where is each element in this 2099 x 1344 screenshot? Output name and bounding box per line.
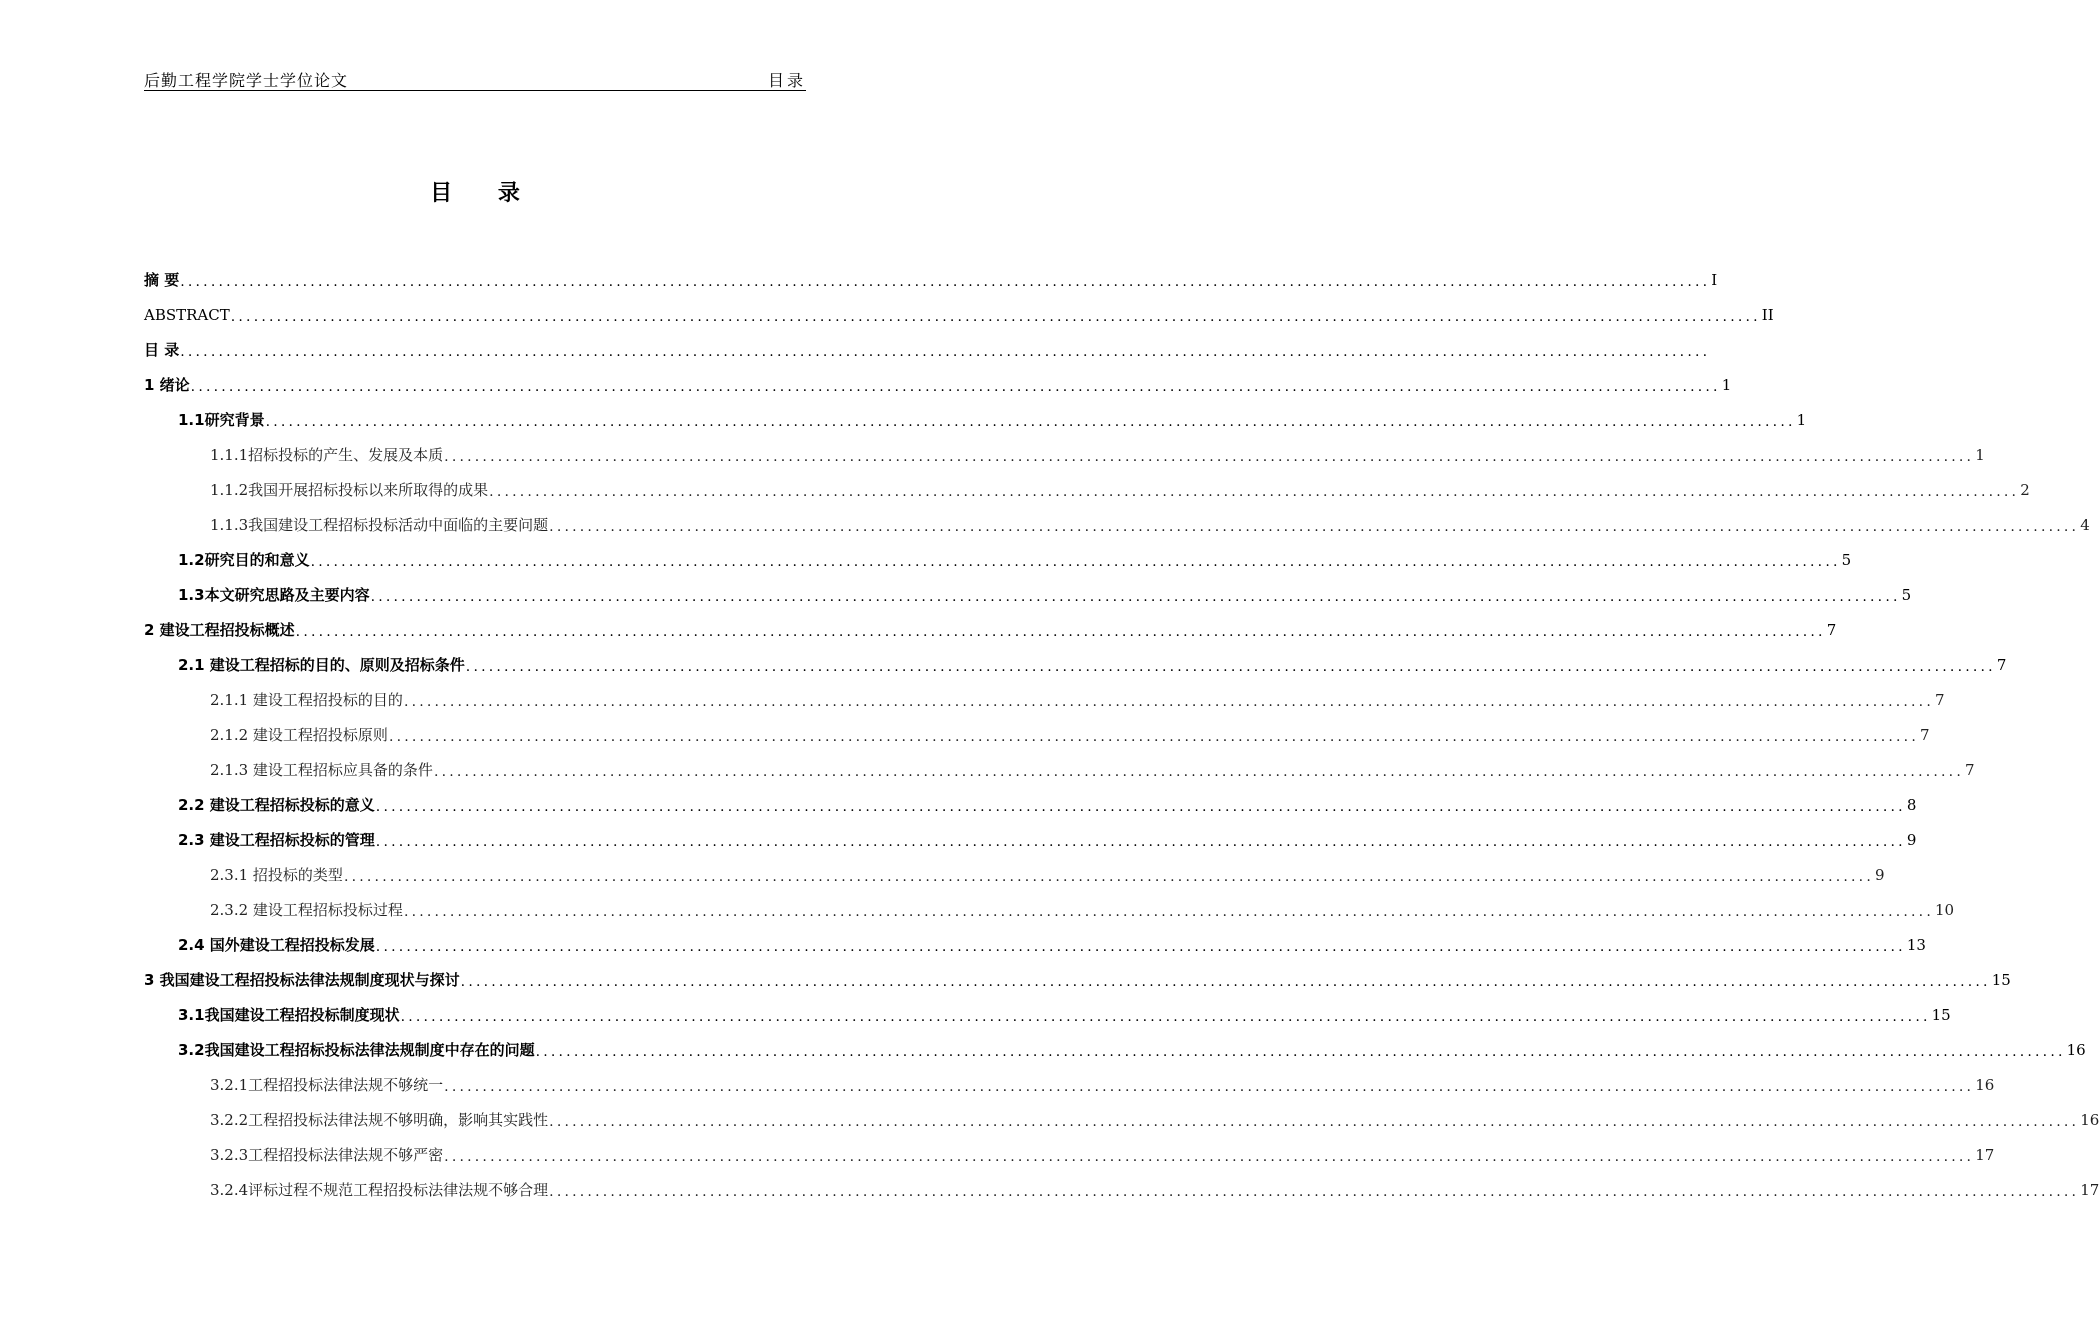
toc-entry-label: 3 我国建设工程招投标法律法规制度现状与探讨 — [144, 971, 460, 989]
toc-entry-label: 2.3 建设工程招标投标的管理 — [178, 831, 375, 849]
toc-entry[interactable] — [144, 472, 2030, 507]
toc-dot-leader: ........................................................................................................................................................................................................ — [375, 938, 1906, 955]
toc-entry[interactable] — [144, 682, 1945, 717]
toc-entry[interactable] — [144, 542, 1852, 577]
toc-entry[interactable] — [144, 402, 1807, 437]
toc-dot-leader: ........................................................................................................................................................................................................ — [180, 343, 1711, 360]
toc-entry[interactable] — [144, 787, 1917, 822]
toc-dot-leader: ........................................................................................................................................................................................................ — [403, 903, 1934, 920]
toc-entry[interactable] — [144, 927, 1926, 962]
toc-entry[interactable] — [144, 1137, 1995, 1172]
toc-entry[interactable] — [144, 822, 1917, 857]
toc-entry-page: 1 — [1796, 410, 1807, 429]
toc-entry-page: II — [1761, 305, 1774, 324]
toc-dot-leader: ........................................................................................................................................................................................................ — [433, 763, 1964, 780]
toc-entry-page: 16 — [2080, 1110, 2099, 1129]
toc-entry[interactable] — [144, 1102, 2099, 1137]
toc-entry[interactable] — [144, 717, 1930, 752]
toc-dot-leader: ........................................................................................................................................................................................................ — [444, 448, 1975, 465]
toc-entry-label: 2.1.3 建设工程招标应具备的条件 — [210, 761, 433, 779]
toc-entry-label: 目 录 — [144, 341, 180, 359]
toc-entry-label: 3.2.2工程招投标法律法规不够明确，影响其实践性 — [210, 1111, 549, 1129]
toc-dot-leader: ........................................................................................................................................................................................................ — [343, 868, 1874, 885]
toc-dot-leader: ........................................................................................................................................................................................................ — [375, 798, 1906, 815]
toc-entry-page: 1 — [1721, 375, 1732, 394]
toc-entry-page: I — [1711, 270, 1718, 289]
toc-entry-label: 1 绪论 — [144, 376, 190, 394]
toc-dot-leader: ........................................................................................................................................................................................................ — [190, 378, 1721, 395]
toc-entry[interactable] — [144, 332, 1711, 367]
toc-dot-leader: ........................................................................................................................................................................................................ — [310, 553, 1841, 570]
toc-entry-page: 2 — [2020, 480, 2030, 499]
toc-dot-leader: ........................................................................................................................................................................................................ — [400, 1008, 1931, 1025]
toc-dot-leader: ........................................................................................................................................................................................................ — [265, 413, 1796, 430]
toc-entry-page: 9 — [1906, 830, 1917, 849]
toc-entry-page: 7 — [1996, 655, 2007, 674]
toc-dot-leader: ........................................................................................................................................................................................................ — [444, 1148, 1975, 1165]
toc-entry-page: 17 — [1975, 1145, 1995, 1164]
toc-entry-page: 9 — [1874, 865, 1885, 884]
toc-dot-leader: ........................................................................................................................................................................................................ — [180, 273, 1711, 290]
toc-entry[interactable] — [144, 647, 2007, 682]
toc-entry-label: 2.3.1 招投标的类型 — [210, 866, 343, 884]
toc-entry-page: 16 — [2066, 1040, 2086, 1059]
toc-entry-label: 2.2 建设工程招标投标的意义 — [178, 796, 375, 814]
toc-entry-page: 15 — [1931, 1005, 1951, 1024]
toc-entry-page: 10 — [1934, 900, 1955, 919]
toc-dot-leader: ........................................................................................................................................................................................................ — [370, 588, 1901, 605]
toc-entry[interactable] — [144, 577, 1912, 612]
toc-dot-leader: ........................................................................................................................................................................................................ — [549, 1113, 2080, 1130]
toc-entry-page: 1 — [1975, 445, 1985, 464]
header-section-name: 目录 — [767, 71, 806, 90]
toc-entry[interactable] — [144, 297, 1774, 332]
toc-dot-leader: ........................................................................................................................................................................................................ — [444, 1078, 1975, 1095]
toc-dot-leader: ........................................................................................................................................................................................................ — [549, 1183, 2080, 1200]
toc-entry-page: 7 — [1919, 725, 1930, 744]
toc-entry-label: ABSTRACT — [144, 305, 230, 324]
toc-dot-leader: ........................................................................................................................................................................................................ — [230, 308, 1761, 325]
toc-entry-label: 3.2.1工程招投标法律法规不够统一 — [210, 1076, 444, 1094]
toc-entry-label: 2.1.2 建设工程招投标原则 — [210, 726, 388, 744]
toc-dot-leader: ........................................................................................................................................................................................................ — [465, 658, 1996, 675]
toc-entry[interactable] — [144, 962, 2011, 997]
toc-entry[interactable] — [144, 997, 1951, 1032]
toc-dot-leader: ........................................................................................................................................................................................................ — [489, 483, 2020, 500]
toc-entry[interactable] — [144, 1067, 1995, 1102]
toc-dot-leader: ........................................................................................................................................................................................................ — [375, 833, 1906, 850]
toc-entry[interactable] — [144, 612, 1837, 647]
toc-entry-label: 1.1.3我国建设工程招标投标活动中面临的主要问题 — [210, 516, 549, 534]
toc-dot-leader: ........................................................................................................................................................................................................ — [388, 728, 1919, 745]
toc-entry-label: 1.1.1招标投标的产生、发展及本质 — [210, 446, 444, 464]
toc-entry-label: 2 建设工程招投标概述 — [144, 621, 295, 639]
toc-entry-page: 7 — [1934, 690, 1945, 709]
toc-dot-leader: ........................................................................................................................................................................................................ — [403, 693, 1934, 710]
toc-entry[interactable] — [144, 437, 1985, 472]
toc-entry-label: 2.3.2 建设工程招标投标过程 — [210, 901, 403, 919]
header-thesis-title: 后勤工程学院学士学位论文 — [144, 71, 349, 90]
toc-entry[interactable] — [144, 262, 1718, 297]
toc-dot-leader: ........................................................................................................................................................................................................ — [460, 973, 1991, 990]
toc-entry[interactable] — [144, 752, 1975, 787]
table-of-contents — [144, 262, 2099, 1207]
toc-entry-label: 3.2我国建设工程招标投标法律法规制度中存在的问题 — [178, 1041, 535, 1059]
toc-entry-page: 8 — [1906, 795, 1917, 814]
toc-entry-label: 3.2.3工程招投标法律法规不够严密 — [210, 1146, 444, 1164]
toc-entry-page: 5 — [1901, 585, 1912, 604]
page-title: 目 录 — [430, 181, 520, 206]
toc-entry[interactable] — [144, 367, 1732, 402]
toc-entry-label: 1.1研究背景 — [178, 411, 265, 429]
toc-entry-label: 2.4 国外建设工程招投标发展 — [178, 936, 375, 954]
toc-entry-page: 4 — [2080, 515, 2090, 534]
toc-entry-page: 16 — [1975, 1075, 1995, 1094]
toc-dot-leader: ........................................................................................................................................................................................................ — [549, 518, 2080, 535]
toc-entry-label: 3.2.4评标过程不规范工程招投标法律法规不够合理 — [210, 1181, 549, 1199]
toc-entry-label: 3.1我国建设工程招投标制度现状 — [178, 1006, 400, 1024]
toc-entry-page: 7 — [1826, 620, 1837, 639]
toc-entry[interactable] — [144, 507, 2090, 542]
toc-entry[interactable] — [144, 892, 1955, 927]
toc-entry-label: 摘 要 — [144, 271, 180, 289]
toc-entry-label: 1.2研究目的和意义 — [178, 551, 310, 569]
toc-entry-page: 5 — [1841, 550, 1852, 569]
toc-dot-leader: ........................................................................................................................................................................................................ — [295, 623, 1826, 640]
toc-entry[interactable] — [144, 1032, 2086, 1067]
toc-entry-page: 17 — [2080, 1180, 2099, 1199]
toc-entry-label: 1.3本文研究思路及主要内容 — [178, 586, 370, 604]
toc-entry-label: 1.1.2我国开展招标投标以来所取得的成果 — [210, 481, 489, 499]
toc-entry-page: 7 — [1964, 760, 1975, 779]
toc-entry-page: 15 — [1991, 970, 2011, 989]
toc-dot-leader: ........................................................................................................................................................................................................ — [535, 1043, 2066, 1060]
toc-entry[interactable] — [144, 1172, 2099, 1207]
page-header — [144, 68, 806, 91]
toc-entry[interactable] — [144, 857, 1885, 892]
toc-entry-page: 13 — [1906, 935, 1926, 954]
toc-entry-label: 2.1 建设工程招标的目的、原则及招标条件 — [178, 656, 465, 674]
toc-entry-label: 2.1.1 建设工程招投标的目的 — [210, 691, 403, 709]
